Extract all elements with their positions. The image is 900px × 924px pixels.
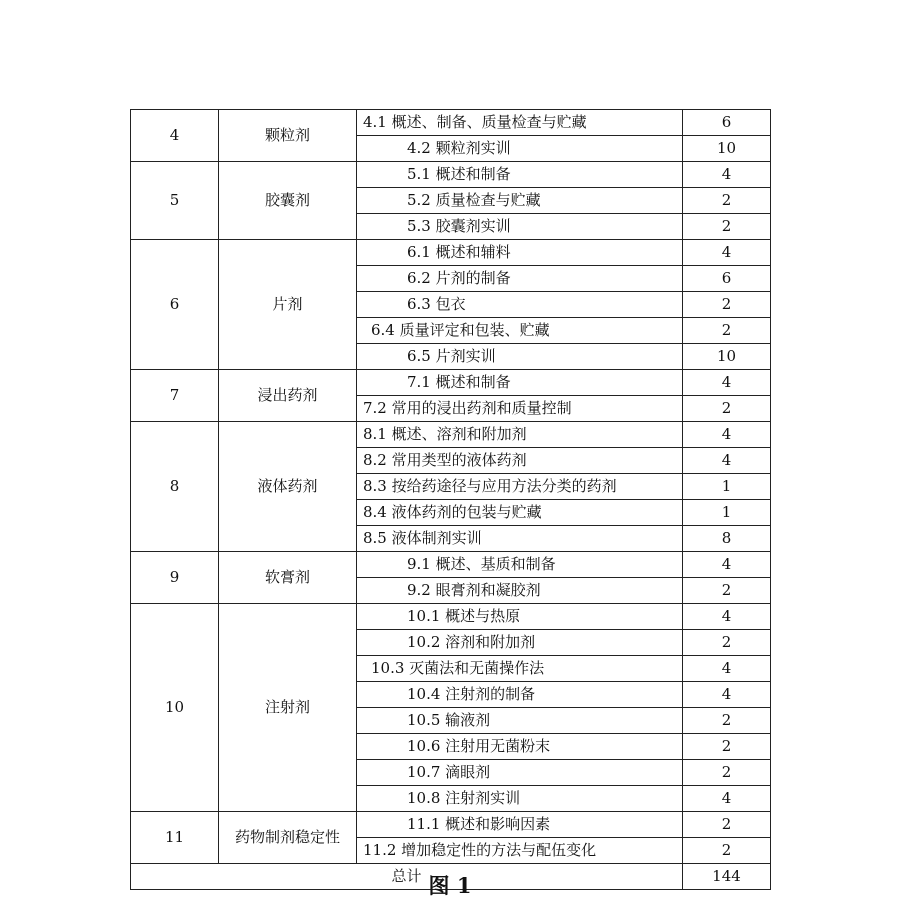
topic-hours: 6 [683,110,771,136]
curriculum-table [130,109,771,890]
topic-title: 8.5 液体制剂实训 [357,526,683,552]
topic-title: 8.2 常用类型的液体药剂 [357,448,683,474]
topic-title: 5.1 概述和制备 [357,162,683,188]
chapter-number: 10 [131,604,219,812]
topic-title: 5.3 胶囊剂实训 [357,214,683,240]
topic-hours: 2 [683,812,771,838]
topic-title: 6.2 片剂的制备 [357,266,683,292]
topic-title: 10.8 注射剂实训 [357,786,683,812]
topic-title: 10.5 输液剂 [357,708,683,734]
topic-hours: 8 [683,526,771,552]
chapter-number: 9 [131,552,219,604]
table-row [131,110,771,136]
topic-hours: 2 [683,708,771,734]
topic-title: 8.1 概述、溶剂和附加剂 [357,422,683,448]
chapter-name: 药物制剂稳定性 [219,812,357,864]
topic-hours: 2 [683,760,771,786]
topic-title: 8.3 按给药途径与应用方法分类的药剂 [357,474,683,500]
chapter-number: 7 [131,370,219,422]
chapter-number: 11 [131,812,219,864]
topic-hours: 2 [683,318,771,344]
topic-hours: 4 [683,370,771,396]
topic-title: 6.1 概述和辅料 [357,240,683,266]
topic-hours: 4 [683,682,771,708]
chapter-number: 8 [131,422,219,552]
topic-hours: 10 [683,344,771,370]
topic-hours: 4 [683,422,771,448]
topic-hours: 2 [683,292,771,318]
topic-title: 7.1 概述和制备 [357,370,683,396]
topic-hours: 4 [683,786,771,812]
topic-hours: 1 [683,474,771,500]
topic-title: 6.4 质量评定和包装、贮藏 [357,318,683,344]
topic-title: 9.1 概述、基质和制备 [357,552,683,578]
table-row [131,240,771,266]
topic-hours: 2 [683,396,771,422]
topic-hours: 4 [683,604,771,630]
chapter-number: 5 [131,162,219,240]
chapter-name: 片剂 [219,240,357,370]
topic-title: 8.4 液体药剂的包装与贮藏 [357,500,683,526]
topic-hours: 2 [683,578,771,604]
chapter-name: 胶囊剂 [219,162,357,240]
topic-title: 10.2 溶剂和附加剂 [357,630,683,656]
topic-title: 4.1 概述、制备、质量检查与贮藏 [357,110,683,136]
table-row [131,604,771,630]
table-row [131,552,771,578]
total-hours: 144 [683,864,771,890]
topic-title: 10.7 滴眼剂 [357,760,683,786]
chapter-name: 颗粒剂 [219,110,357,162]
topic-hours: 6 [683,266,771,292]
topic-title: 6.5 片剂实训 [357,344,683,370]
curriculum-table-body [131,110,771,890]
topic-title: 10.1 概述与热原 [357,604,683,630]
table-row [131,812,771,838]
chapter-name: 浸出药剂 [219,370,357,422]
figure-caption: 图 1 [428,873,472,898]
table-row [131,370,771,396]
topic-hours: 4 [683,162,771,188]
topic-title: 10.4 注射剂的制备 [357,682,683,708]
chapter-name: 软膏剂 [219,552,357,604]
topic-title: 11.1 概述和影响因素 [357,812,683,838]
topic-title: 5.2 质量检查与贮藏 [357,188,683,214]
topic-hours: 2 [683,734,771,760]
topic-hours: 4 [683,552,771,578]
topic-hours: 2 [683,838,771,864]
topic-hours: 1 [683,500,771,526]
table-row [131,422,771,448]
topic-hours: 4 [683,656,771,682]
chapter-number: 4 [131,110,219,162]
chapter-number: 6 [131,240,219,370]
topic-hours: 10 [683,136,771,162]
topic-title: 11.2 增加稳定性的方法与配伍变化 [357,838,683,864]
chapter-name: 液体药剂 [219,422,357,552]
topic-title: 10.3 灭菌法和无菌操作法 [357,656,683,682]
topic-title: 9.2 眼膏剂和凝胶剂 [357,578,683,604]
topic-title: 6.3 包衣 [357,292,683,318]
topic-title: 7.2 常用的浸出药剂和质量控制 [357,396,683,422]
topic-hours: 2 [683,188,771,214]
topic-hours: 4 [683,448,771,474]
topic-hours: 2 [683,630,771,656]
topic-hours: 2 [683,214,771,240]
topic-hours: 4 [683,240,771,266]
table-row [131,162,771,188]
topic-title: 10.6 注射用无菌粉末 [357,734,683,760]
topic-title: 4.2 颗粒剂实训 [357,136,683,162]
chapter-name: 注射剂 [219,604,357,812]
total-label: 总计 [131,864,683,890]
